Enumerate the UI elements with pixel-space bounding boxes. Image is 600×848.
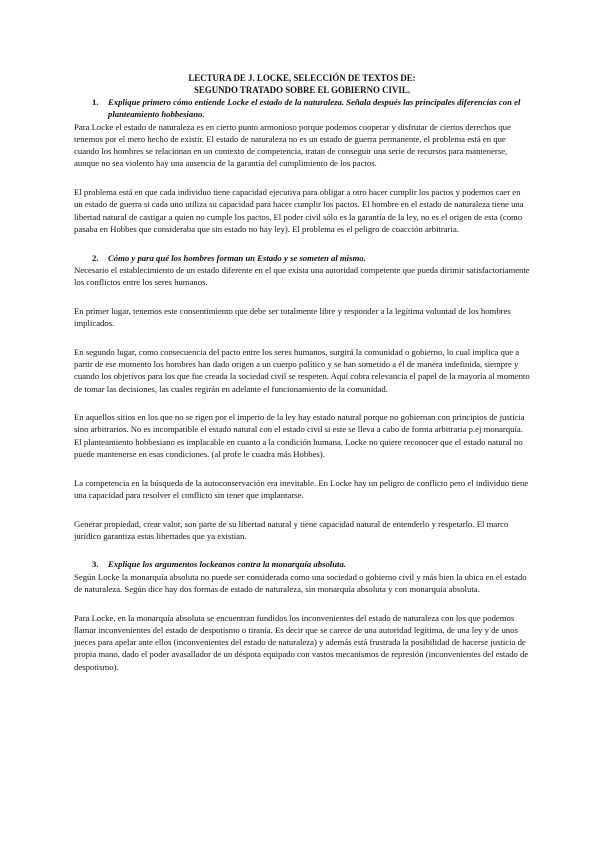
- document-title-line-2: SEGUNDO TRATADO SOBRE EL GOBIERNO CIVIL.: [193, 85, 410, 95]
- section-2-heading-text: Cómo y para qué los hombres forman un Estado y se someten al mismo.: [108, 252, 366, 263]
- section-2-heading: [92, 252, 530, 264]
- section-1-heading: [92, 96, 530, 121]
- section-3-paragraph-1: Según Locke la monarquía absoluta no puede ser considerada como una sociedad o gobierno civil y más bien la ubica en el estado de naturaleza. Según dice hay dos formas de estado de naturaleza, sin monarquía absoluta y con monarquía absoluta.: [74, 571, 527, 594]
- section-1-paragraph-2: El problema está en que cada individuo tiene capacidad ejecutiva para obligar a otro hacer cumplir los pactos y podemos caer en un estado de guerra si cada uno utiliza su capacidad para hacer cumplir los pactos. El hombre en el estado de naturaleza tiene una libertad natural de castigar a quien no cumple los pactos, El poder civil sólo es la garantía de la ley, no es el origen de esta (como pasaba en Hobbes que consideraba que sin estado no hay ley). El problema es el peligro de coacción arbitraria.: [74, 187, 524, 234]
- document-body: [74, 72, 530, 673]
- section-3-heading-text: Explique los argumentos lockeanos contra la monarquía absoluta.: [108, 559, 346, 570]
- section-2-paragraph-1: Necesario el establecimiento de un estado diferente en el que exista una autoridad competente que pueda dirimir satisfactoriamente los conflictos entre los seres humanos.: [74, 264, 530, 288]
- section-2-paragraph-4: En aquellos sitios en los que no se rigen por el imperio de la ley hay estado natural porque no gobiernan con principios de justicia sino arbitrarios. No es incompatible el estado natural con el estado civil si este se lleva a cabo de forma arbitraria p.ej monarquía. El planteamiento hobbesiano es implacable en cuanto a la condición humana. Locke no quiere reconocer que el estado natural no puede mantenerse en esas condiciones. (al profe le cuadra más Hobbes).: [74, 412, 525, 460]
- section-3-paragraph-2: Para Locke, en la monarquía absoluta se encuentran fundidos los inconvenientes del estado de naturaleza con los que podemos llamar inconvenientes del estado de despotismo o tiranía. Es decir que se carece de una autoridad legítima, de una ley y de unos jueces para apelar ante ellos (inconvenientes del estado de naturaleza) y además está frustrada la posibilidad de hacerse justicia de propia mano, dado el poder avasallador de un déspota equipado con vastos mecanismos de represión (inconvenientes del estado de despotismo).: [74, 612, 529, 672]
- section-1-heading-text: Explique primero cómo entiende Locke el estado de la naturaleza. Señala después las principales diferencias con el planteamiento hobbesiano.: [108, 97, 521, 120]
- section-2-paragraph-3: En segundo lugar, como consecuencia del pacto entre los seres humanos, surgirá la comunidad o gobierno, lo cual implica que a partir de ese momento los hombres han dado origen a un cuerpo político y se han sometido a él de manera indefinida, siempre y cuando los objetivos para los que fue creada la sociedad civil se respeten. Aquí cobra relevancia el papel de la mayoría al momento de tomar las decisiones, las cuales regirán en adelante el funcionamiento de la comunidad.: [74, 346, 530, 394]
- section-1-number: 1.: [92, 97, 99, 107]
- section-2-number: 2.: [92, 252, 99, 263]
- section-2-paragraph-5: La competencia en la búsqueda de la autoconservación era inevitable. En Locke hay un peligro de conflicto pero el individuo tiene una capacidad para resolver el conflicto sin tener que implantarse.: [74, 477, 529, 500]
- section-3-number: 3.: [92, 559, 99, 570]
- document-title-line-1: LECTURA DE J. LOCKE, SELECCIÓN DE TEXTOS DE:: [188, 73, 416, 83]
- section-3-heading: [92, 558, 530, 570]
- section-1-paragraph-1: Para Locke el estado de naturaleza es en cierto punto armonioso porque podemos cooperar y disfrutar de ciertos derechos que tenemos por el mero hecho de existir. El estado de naturaleza no es un estado de guerra permanente, el problema está en que cuando los hombres se relacionan en un contexto de competencia, tratan de conseguir una serie de recursos para mantenerse, aunque no sea violento hay una ausencia de la garantía del cumplimiento de los pactos.: [74, 121, 511, 169]
- section-2-paragraph-6: Generar propiedad, crear valor, son parte de su libertad natural y tiene capacidad natural de entenderlo y respetarlo. El marco jurídico garantiza estas libertades que ya existían.: [74, 518, 509, 541]
- section-2-paragraph-2: En primer lugar, tenemos este consentimiento que debe ser totalmente libre y responder a la legítima voluntad de los hombres implicados.: [74, 305, 511, 329]
